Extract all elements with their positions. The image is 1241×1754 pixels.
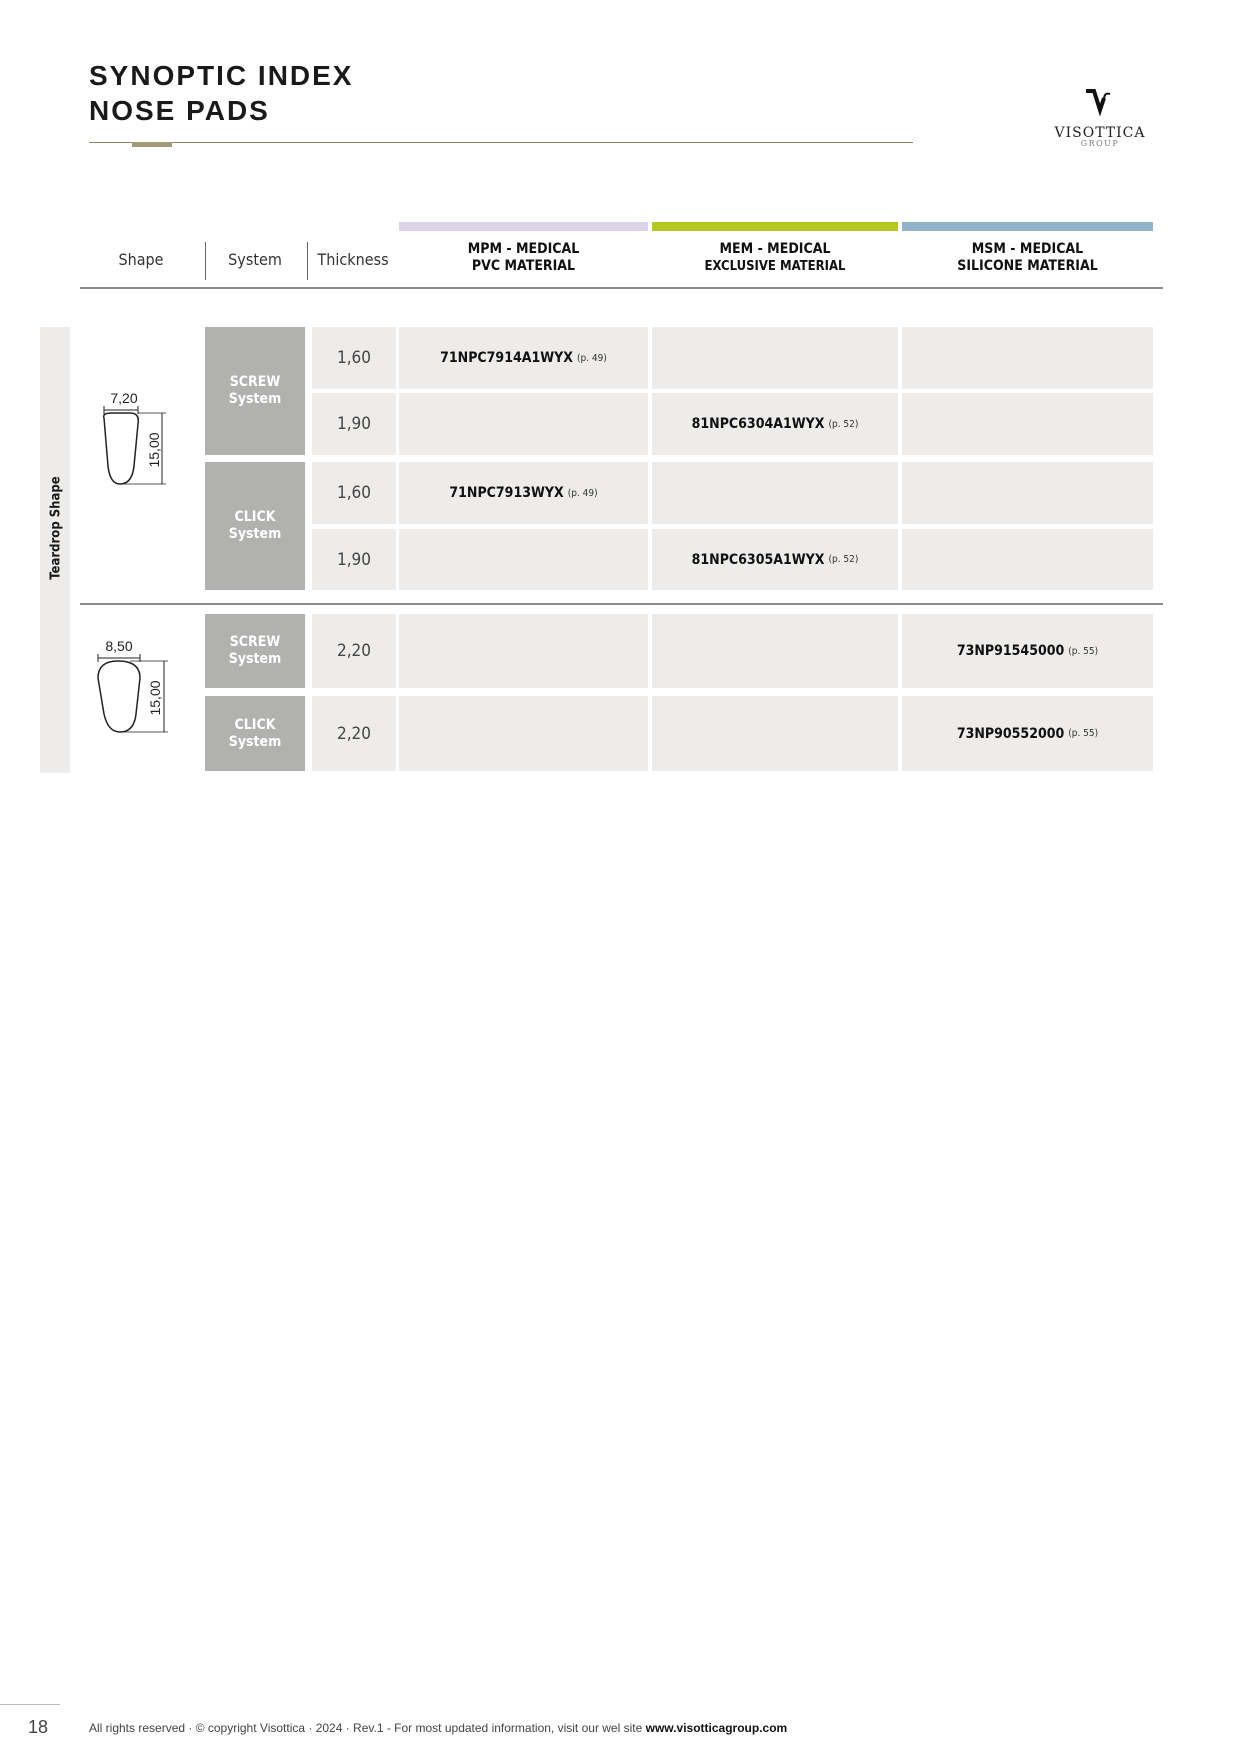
system-cell-click: [205, 462, 305, 590]
material-cell: [399, 462, 648, 524]
product-code: 71NPC7914A1WYX: [440, 350, 573, 366]
title-line-1: SYNOPTIC INDEX: [89, 60, 354, 91]
header-rule: [80, 287, 1163, 289]
material-cell: [902, 393, 1153, 455]
website-link[interactable]: www.visotticagroup.com: [645, 1721, 788, 1735]
material-desc: SILICONE MATERIAL: [957, 258, 1098, 274]
page-reference: (p. 49): [576, 352, 607, 364]
page-reference: (p. 49): [567, 487, 598, 499]
section-label: Teardrop Shape: [48, 476, 64, 580]
material-cell: [399, 529, 648, 590]
system-word: System: [228, 733, 282, 750]
thickness-cell: 2,20: [312, 696, 396, 771]
material-cell: [652, 614, 898, 688]
material-cell: [652, 696, 898, 771]
shape-width-label: 8,50: [105, 638, 133, 654]
group-separator: [80, 603, 1163, 605]
logo-mark-icon: [1080, 88, 1120, 120]
system-type: SCREW: [229, 374, 281, 390]
material-cell: [902, 462, 1153, 524]
system-cell-click: [205, 696, 305, 771]
material-color-bar-mem: [652, 222, 898, 231]
material-name: MSM - MEDICAL: [971, 241, 1084, 257]
material-cell: [399, 614, 648, 688]
page-title: [89, 58, 353, 128]
material-desc: EXCLUSIVE MATERIAL: [704, 259, 846, 274]
material-cell: [399, 393, 648, 455]
thickness-cell: 1,90: [312, 529, 396, 590]
column-header-msm: [902, 241, 1153, 275]
product-code: 81NPC6305A1WYX: [691, 551, 825, 568]
material-desc: PVC MATERIAL: [471, 258, 576, 274]
product-code: 73NP91545000: [956, 643, 1065, 659]
product-code: 73NP90552000: [956, 725, 1065, 742]
shape-width-label: 7,20: [110, 390, 138, 406]
title-line-2: NOSE PADS: [89, 95, 270, 126]
teardrop-shape-drawing-2: [90, 636, 180, 740]
material-cell: [652, 529, 898, 590]
logo-sub: GROUP: [1080, 139, 1120, 148]
material-name: MPM - MEDICAL: [467, 241, 580, 257]
thickness-cell: 2,20: [312, 614, 396, 688]
teardrop-shape-drawing-1: [90, 388, 180, 492]
thickness-cell: 1,60: [312, 327, 396, 389]
material-name: MEM - MEDICAL: [719, 241, 831, 257]
material-cell: [399, 696, 648, 771]
material-cell: [399, 327, 648, 389]
shape-height-label: 15,00: [146, 432, 162, 468]
material-cell: [652, 327, 898, 389]
column-header-mem: [652, 241, 898, 275]
material-cell: [652, 393, 898, 455]
column-header-thickness: Thickness: [317, 250, 389, 269]
material-cell: [902, 327, 1153, 389]
system-type: CLICK: [234, 509, 276, 525]
title-rule: [89, 142, 913, 143]
system-word: System: [228, 526, 282, 542]
system-word: System: [228, 391, 282, 407]
column-header-mpm: [399, 241, 648, 275]
material-cell: [902, 696, 1153, 771]
page-reference: (p. 52): [828, 554, 859, 565]
page-number: 18: [28, 1717, 49, 1737]
system-cell-screw: [205, 327, 305, 455]
material-cell: [902, 529, 1153, 590]
title-rule-accent: [132, 142, 172, 147]
page-reference: (p. 55): [1068, 728, 1099, 739]
system-type: SCREW: [229, 634, 281, 650]
material-cell: [902, 614, 1153, 688]
footer-rule: [0, 1704, 60, 1705]
material-color-bar-mpm: [399, 222, 648, 231]
page-reference: (p. 55): [1068, 645, 1099, 657]
product-code: 81NPC6304A1WYX: [691, 416, 825, 432]
copyright-text: All rights reserved · © copyright Visottica · 2024 · Rev.1 - For most updated information, visit our wel site: [89, 1721, 643, 1735]
shape-height-label: 15,00: [147, 680, 163, 716]
material-color-bar-msm: [902, 222, 1153, 231]
thickness-cell: 1,60: [312, 462, 396, 524]
system-word: System: [228, 651, 282, 667]
visottica-logo: [1048, 88, 1152, 148]
page-reference: (p. 52): [828, 418, 859, 430]
column-header-shape: Shape: [118, 250, 164, 269]
system-type: CLICK: [234, 716, 276, 733]
footer-copyright: [89, 1721, 787, 1735]
thickness-cell: 1,90: [312, 393, 396, 455]
logo-name: VISOTTICA: [1054, 125, 1146, 141]
material-cell: [652, 462, 898, 524]
product-code: 71NPC7913WYX: [449, 485, 564, 501]
system-cell-screw: [205, 614, 305, 688]
column-header-system: System: [228, 250, 282, 269]
